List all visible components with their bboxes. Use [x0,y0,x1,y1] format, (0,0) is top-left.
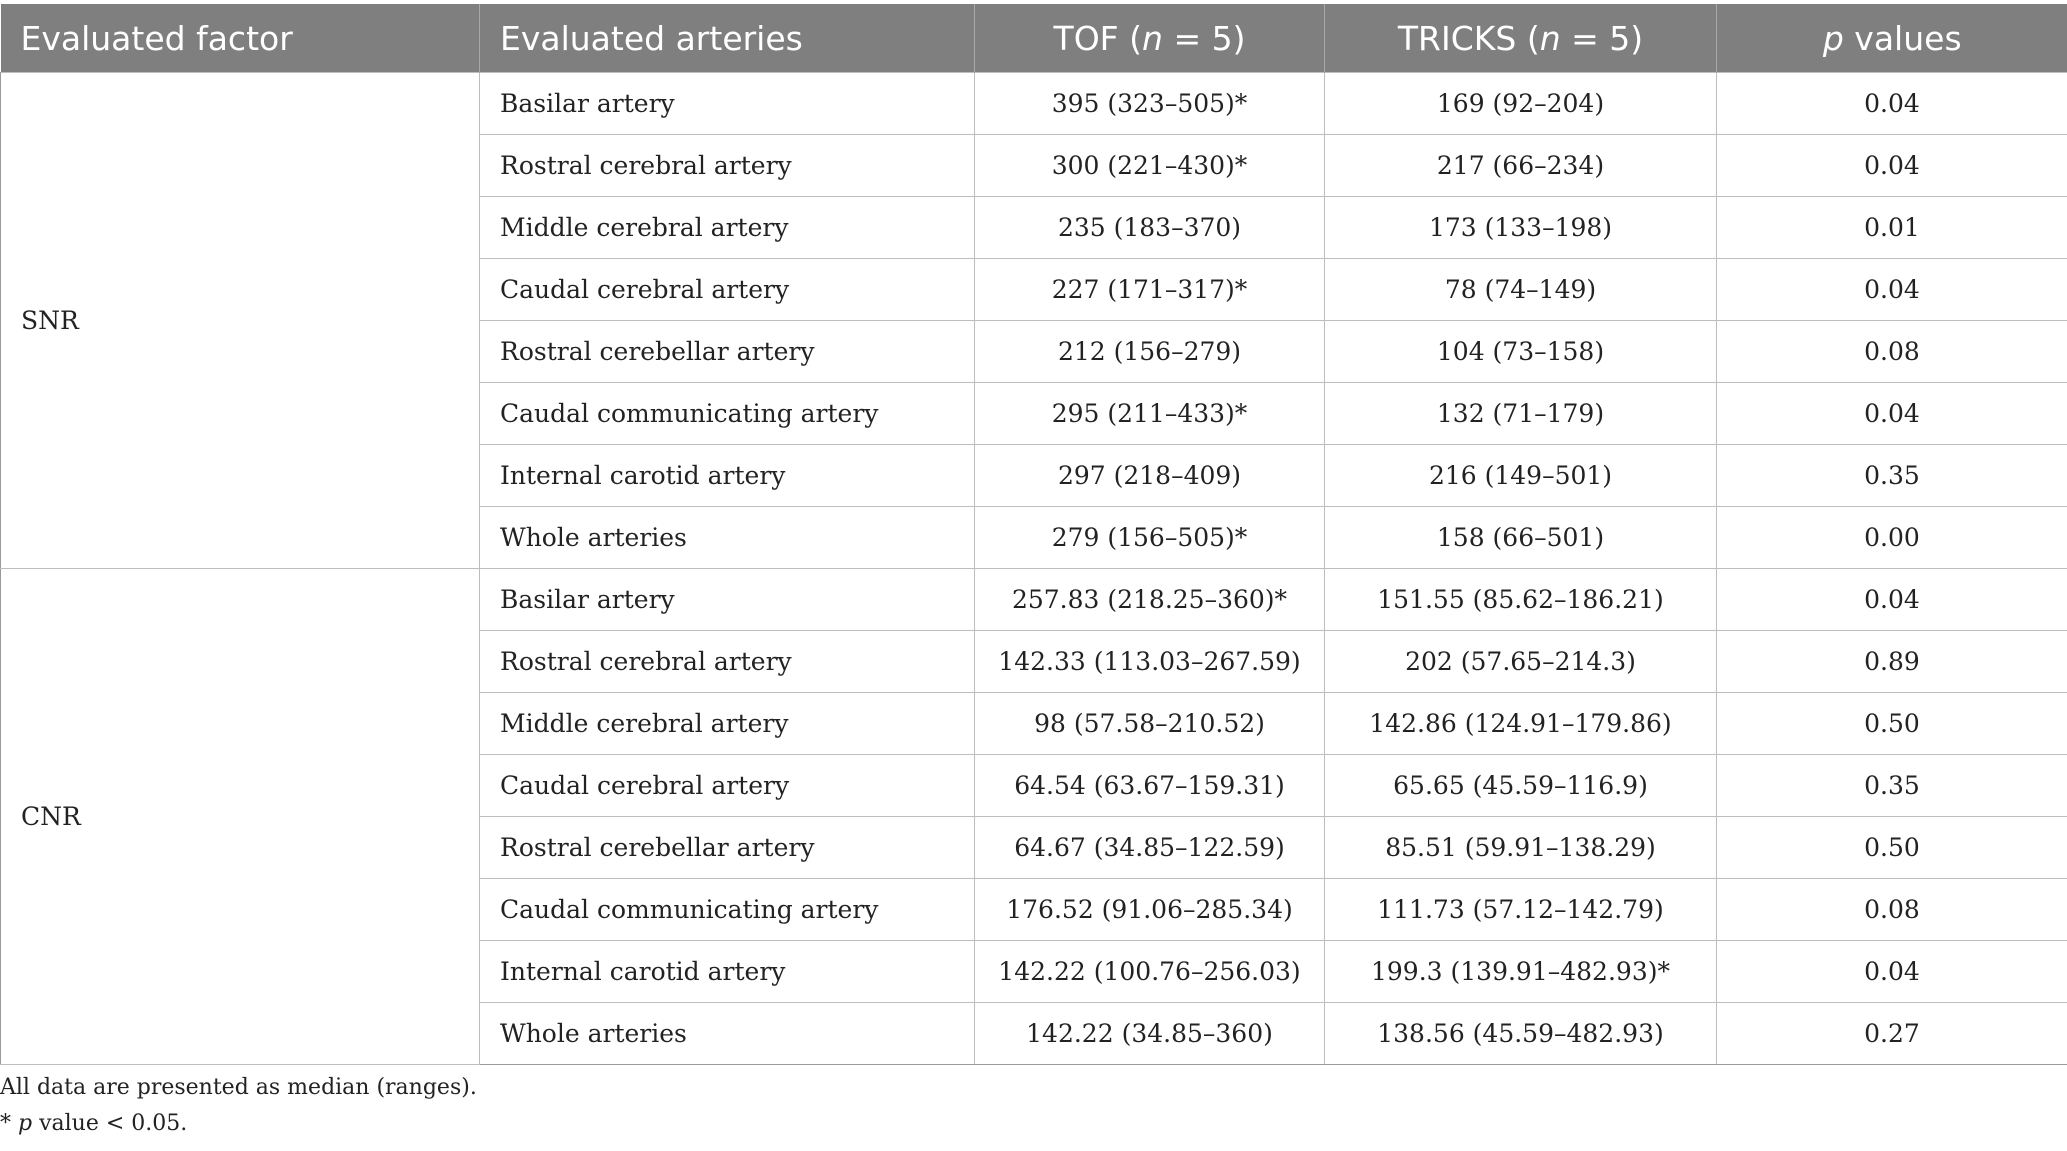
table-body [1,73,2067,1065]
header-evaluated-factor: Evaluated factor [1,4,480,73]
tricks-value-cell: 151.55 (85.62–186.21) [1325,569,1717,631]
table-row [1,73,2067,135]
artery-name-cell: Caudal communicating artery [480,879,975,941]
results-table [0,4,2067,1065]
artery-name-cell: Caudal cerebral artery [480,755,975,817]
p-value-cell: 0.04 [1717,73,2067,135]
artery-name-cell: Internal carotid artery [480,445,975,507]
results-table-container [0,4,2067,1065]
table-row [1,569,2067,631]
p-value-cell: 0.00 [1717,507,2067,569]
artery-name-cell: Caudal cerebral artery [480,259,975,321]
tricks-value-cell: 202 (57.65–214.3) [1325,631,1717,693]
tricks-value-cell: 78 (74–149) [1325,259,1717,321]
evaluated-factor-cell: CNR [1,569,480,1065]
artery-name-cell: Rostral cerebellar artery [480,817,975,879]
tof-value-cell: 212 (156–279) [975,321,1325,383]
p-value-cell: 0.04 [1717,569,2067,631]
p-value-cell: 0.89 [1717,631,2067,693]
tricks-value-cell: 85.51 (59.91–138.29) [1325,817,1717,879]
artery-name-cell: Rostral cerebral artery [480,631,975,693]
artery-name-cell: Basilar artery [480,73,975,135]
p-value-cell: 0.04 [1717,941,2067,1003]
tricks-value-cell: 217 (66–234) [1325,135,1717,197]
header-tricks: TRICKS (n = 5) [1325,4,1717,73]
header-evaluated-arteries: Evaluated arteries [480,4,975,73]
tof-value-cell: 297 (218–409) [975,445,1325,507]
table-header [1,4,2067,73]
p-value-cell: 0.04 [1717,383,2067,445]
artery-name-cell: Whole arteries [480,507,975,569]
tof-value-cell: 295 (211–433)* [975,383,1325,445]
artery-name-cell: Internal carotid artery [480,941,975,1003]
tricks-value-cell: 199.3 (139.91–482.93)* [1325,941,1717,1003]
tricks-value-cell: 104 (73–158) [1325,321,1717,383]
artery-name-cell: Caudal communicating artery [480,383,975,445]
tof-value-cell: 257.83 (218.25–360)* [975,569,1325,631]
tof-value-cell: 142.33 (113.03–267.59) [975,631,1325,693]
header-p-values: p values [1717,4,2067,73]
p-value-cell: 0.27 [1717,1003,2067,1065]
header-row [1,4,2067,73]
p-value-cell: 0.50 [1717,817,2067,879]
p-value-cell: 0.08 [1717,879,2067,941]
artery-name-cell: Rostral cerebellar artery [480,321,975,383]
tof-value-cell: 98 (57.58–210.52) [975,693,1325,755]
tof-value-cell: 64.67 (34.85–122.59) [975,817,1325,879]
p-value-cell: 0.04 [1717,135,2067,197]
p-value-cell: 0.35 [1717,445,2067,507]
tof-value-cell: 300 (221–430)* [975,135,1325,197]
p-value-cell: 0.01 [1717,197,2067,259]
artery-name-cell: Middle cerebral artery [480,197,975,259]
tricks-value-cell: 216 (149–501) [1325,445,1717,507]
tricks-value-cell: 142.86 (124.91–179.86) [1325,693,1717,755]
p-value-cell: 0.04 [1717,259,2067,321]
tof-value-cell: 235 (183–370) [975,197,1325,259]
artery-name-cell: Middle cerebral artery [480,693,975,755]
tof-value-cell: 64.54 (63.67–159.31) [975,755,1325,817]
tricks-value-cell: 65.65 (45.59–116.9) [1325,755,1717,817]
tricks-value-cell: 169 (92–204) [1325,73,1717,135]
tof-value-cell: 279 (156–505)* [975,507,1325,569]
tof-value-cell: 395 (323–505)* [975,73,1325,135]
tof-value-cell: 142.22 (100.76–256.03) [975,941,1325,1003]
tricks-value-cell: 111.73 (57.12–142.79) [1325,879,1717,941]
evaluated-factor-cell: SNR [1,73,480,569]
tricks-value-cell: 158 (66–501) [1325,507,1717,569]
artery-name-cell: Rostral cerebral artery [480,135,975,197]
tricks-value-cell: 173 (133–198) [1325,197,1717,259]
tof-value-cell: 142.22 (34.85–360) [975,1003,1325,1065]
p-value-cell: 0.35 [1717,755,2067,817]
tricks-value-cell: 138.56 (45.59–482.93) [1325,1003,1717,1065]
header-tof: TOF (n = 5) [975,4,1325,73]
table-footnotes [0,1070,477,1142]
footnote-median: All data are presented as median (ranges). [0,1075,477,1100]
tof-value-cell: 176.52 (91.06–285.34) [975,879,1325,941]
p-value-cell: 0.08 [1717,321,2067,383]
tof-value-cell: 227 (171–317)* [975,259,1325,321]
artery-name-cell: Whole arteries [480,1003,975,1065]
artery-name-cell: Basilar artery [480,569,975,631]
footnote-significance: * p value < 0.05. [0,1111,188,1136]
p-value-cell: 0.50 [1717,693,2067,755]
tricks-value-cell: 132 (71–179) [1325,383,1717,445]
